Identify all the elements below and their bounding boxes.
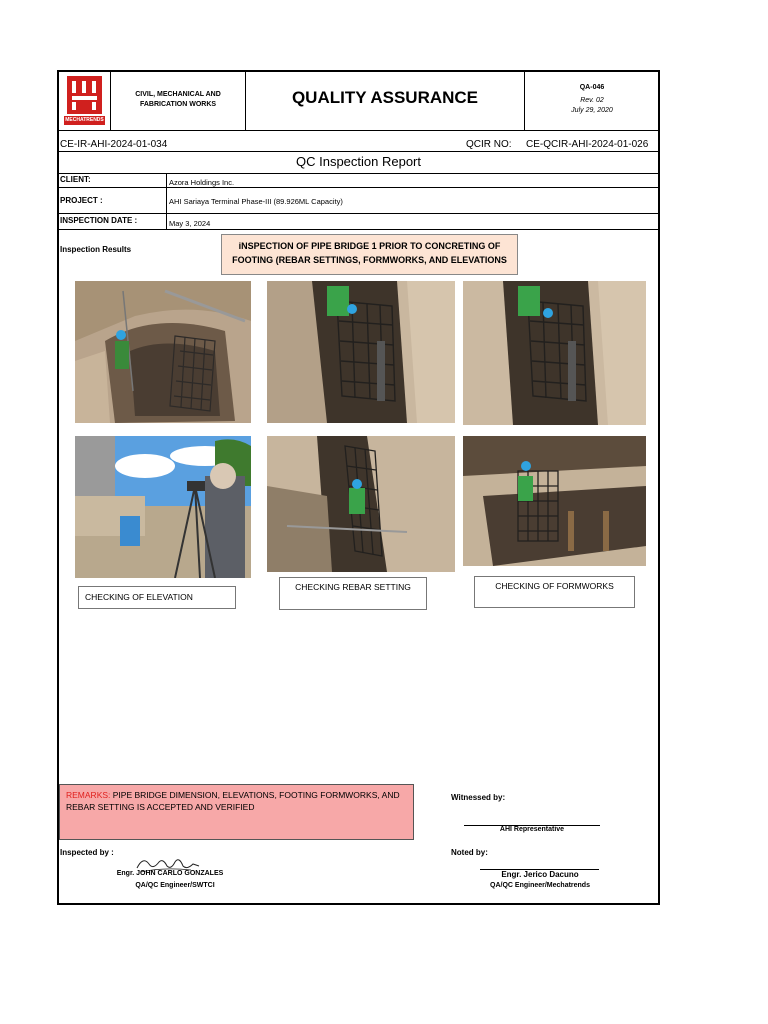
inspection-date-label: INSPECTION DATE : (60, 216, 138, 225)
inspector-name: Engr. JOHN CARLO GONZALES (116, 870, 224, 877)
site-photo-2 (267, 281, 455, 423)
caption-rebar-setting: CHECKING REBAR SETTING (279, 577, 427, 610)
site-photo-3 (463, 281, 646, 425)
caption-formworks: CHECKING OF FORMWORKS (474, 576, 635, 608)
client-label: CLIENT: (60, 175, 91, 184)
remarks-text-2: REBAR SETTING IS ACCEPTED AND VERIFIED (66, 802, 255, 812)
witnessed-label: Witnessed by: (451, 793, 506, 802)
noted-label: Noted by: (451, 848, 488, 857)
report-title: QC Inspection Report (295, 154, 421, 169)
remarks-box (59, 784, 414, 840)
company-logo (62, 74, 107, 127)
noter-role: QA/QC Engineer/Mechatrends (490, 882, 590, 889)
site-photo-5 (267, 436, 455, 572)
remarks-text-1: PIPE BRIDGE DIMENSION, ELEVATIONS, FOOTING FORMWORKS, AND (110, 790, 400, 800)
division-name: CIVIL, MECHANICAL AND FABRICATION WORKS (135, 91, 221, 108)
site-photo-1 (75, 281, 251, 423)
inspection-heading-line1: iNSPECTION OF PIPE BRIDGE 1 PRIOR TO CONCRETING OF (238, 241, 501, 251)
project-label: PROJECT : (60, 196, 103, 205)
inspection-heading-box (221, 234, 518, 275)
revision-date: July 29, 2020 (571, 107, 613, 114)
remarks-label: REMARKS: (66, 790, 111, 800)
logo-text: MECHATRENDS (65, 117, 104, 123)
site-photo-4 (75, 436, 251, 578)
inspection-heading-line2: FOOTING (REBAR SETTINGS, FORMWORKS, AND ELEVATIONS (232, 255, 507, 265)
inspected-label: Inspected by : (60, 848, 114, 857)
witness-role: AHI Representative (499, 826, 565, 833)
project-value: AHI Sariaya Terminal Phase-III (89.926ML Capacity) (169, 197, 343, 206)
inspection-results-label: Inspection Results (60, 245, 132, 254)
qcir-number: CE-QCIR-AHI-2024-01-026 (526, 139, 649, 150)
form-code: QA-046 (579, 84, 605, 91)
inspector-role: QA/QC Engineer/SWTCI (135, 882, 215, 889)
revision: Rev. 02 (580, 97, 604, 104)
client-value: Azora Holdings Inc. (169, 178, 235, 187)
ir-number: CE-IR-AHI-2024-01-034 (60, 139, 168, 150)
site-photo-6 (463, 436, 646, 566)
noter-name: Engr. Jerico Dacuno (501, 870, 579, 879)
document-title: QUALITY ASSURANCE (291, 88, 479, 107)
qcir-label: QCIR NO: (466, 139, 512, 150)
inspection-date-value: May 3, 2024 (169, 219, 211, 228)
caption-elevation: CHECKING OF ELEVATION (78, 586, 236, 609)
